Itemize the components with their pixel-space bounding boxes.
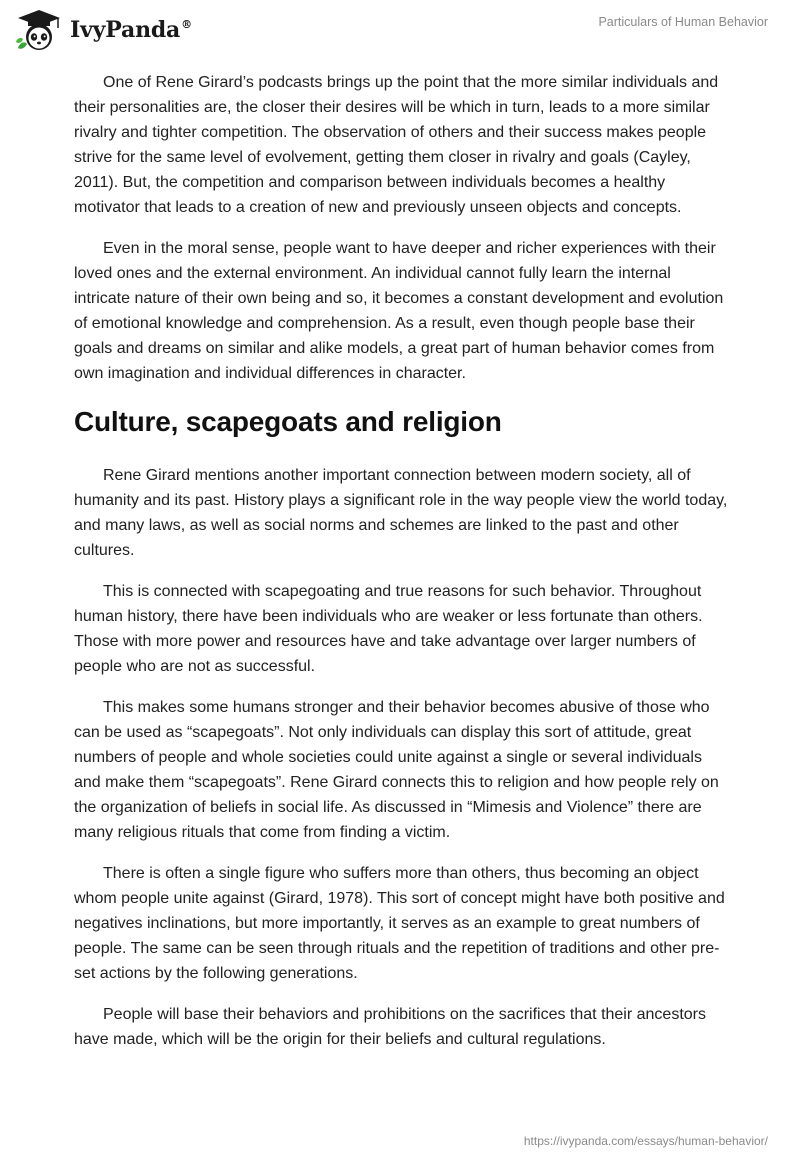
paragraph: One of Rene Girard’s podcasts brings up the point that the more similar individuals and their personalities are, the closer their desires will be which in turn, leads to a more similar rivalry and tighter competition. The observation of others and their success makes people strive for the same level of evolvement, getting them closer in rivalry and goals (Cayley, 2011). But, the competition and comparison between individuals becomes a healthy motivator that leads to a creation of new and previously unseen objects and concepts.	[74, 74, 719, 216]
source-url[interactable]: https://ivypanda.com/essays/human-behavior/	[523, 1134, 768, 1148]
paragraph: People will base their behaviors and prohibitions on the sacrifices that their ancestors have made, which will be the origin for their beliefs and cultural regulations.	[74, 1006, 706, 1048]
ivypanda-logo[interactable]	[14, 8, 192, 52]
registered-mark: ®	[181, 18, 192, 31]
paragraph: This makes some humans stronger and their behavior becomes abusive of those who can be used as “scapegoats”. Not only individuals can display this sort of attitude, great numbers of people and whole societies could unite against a single or several individuals and make them “scapegoats”. Rene Girard connects this to religion and how people rely on the organization of beliefs in social life. As discussed in “Mimesis and Violence” there are many religious rituals that come from finding a victim.	[74, 699, 719, 841]
document-title: Particulars of Human Behavior	[598, 15, 768, 29]
section-heading: Culture, scapegoats and religion	[74, 406, 502, 437]
logo-text	[70, 17, 192, 43]
paragraph: There is often a single figure who suffers more than others, thus becoming an object whom people unite against (Girard, 1978). This sort of concept might have both positive and negatives inclinations, but more importantly, it serves as an example to great numbers of people. The same can be seen through rituals and the repetition of traditions and other pre-set actions by the following generations.	[74, 865, 725, 982]
essay-body	[74, 70, 730, 1068]
page-header	[0, 0, 800, 64]
paragraph: Even in the moral sense, people want to have deeper and richer experiences with their loved ones and the external environment. An individual cannot fully learn the internal intricate nature of their own being and so, it becomes a constant development and evolution of emotional knowledge and comprehension. As a result, even though people base their goals and dreams on similar and alike models, a great part of human behavior comes from own imagination and individual differences in character.	[74, 240, 724, 382]
panda-graduation-icon	[14, 8, 64, 52]
paragraph: This is connected with scapegoating and true reasons for such behavior. Throughout human history, there have been individuals who are weaker or less fortunate than others. Those with more power and resources have and take advantage over larger numbers of people who are not as successful.	[74, 583, 703, 675]
logo-wordmark: IvyPanda	[70, 17, 181, 43]
paragraph: Rene Girard mentions another important connection between modern society, all of humanity and its past. History plays a significant role in the way people view the world today, and many laws, as well as social norms and schemes are linked to the past and other cultures.	[74, 467, 728, 559]
